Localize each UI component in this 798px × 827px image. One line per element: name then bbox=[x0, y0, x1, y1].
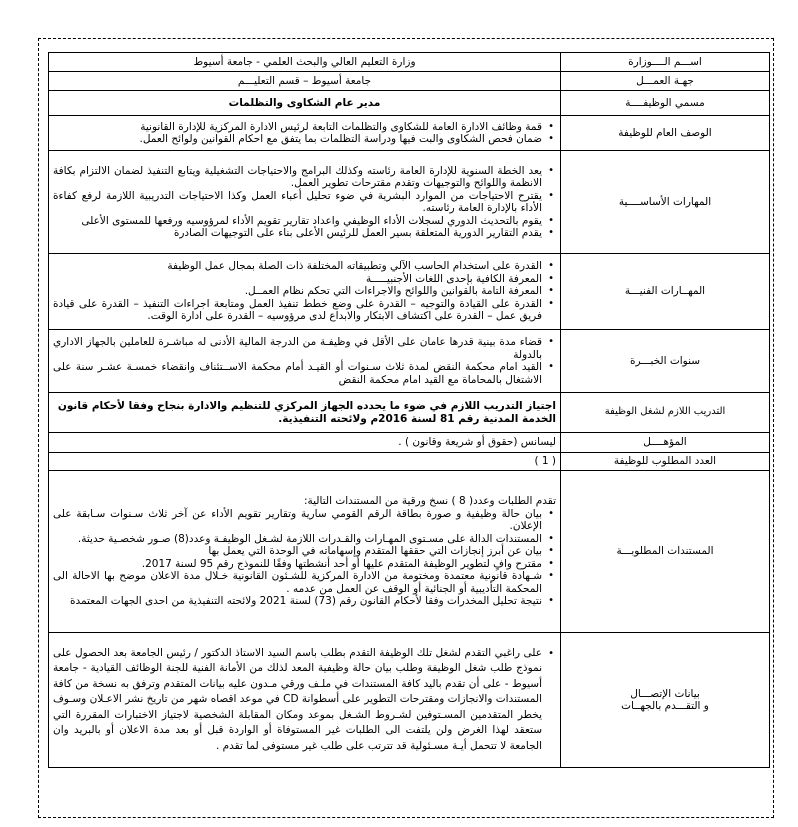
row-ministry bbox=[49, 53, 770, 72]
row-job-title bbox=[49, 91, 770, 116]
documents-label: المستندات المطلوبـــة bbox=[561, 471, 770, 633]
row-documents bbox=[49, 471, 770, 633]
row-description bbox=[49, 116, 770, 151]
row-contact bbox=[49, 633, 770, 768]
row-basic-skills bbox=[49, 151, 770, 254]
list-item: • بيان عن أبرز إنجازات التي حققها المتقدم وإسهاماته في الوحدة التي يعمل بها bbox=[53, 545, 542, 558]
row-workplace bbox=[49, 72, 770, 91]
count-value: ( 1 ) bbox=[49, 453, 561, 471]
contact-label: بيانات الإتصـــال و التقـــدم بالجهــات bbox=[561, 633, 770, 768]
list-item: • ضمان فحص الشكاوى والبت فيها ودراسة التظلمات بما يتفق مع احكام القوانين ولوائح العمل. bbox=[53, 133, 542, 146]
row-count bbox=[49, 453, 770, 471]
list-item: • يقترح الاحتياجات من الموارد البشرية في ضوء تحليل أعباء العمل وكذا الاحتياجات التدريبية اللازمة لرفع كفاءة الأداء بالإدارة العامة رئاسته. bbox=[53, 190, 542, 215]
ministry-value: وزارة التعليم العالي والبحث العلمي - جامعة أسيوط bbox=[49, 53, 561, 72]
list-item: • شـهادة قانونية معتمدة ومختومة من الادارة المركزية للشـئون القانونية خـلال مدة الاعلان موضح بها الاحالة الى المحكمة التأديبية أو الجنائية أو الوقف عن العمل من عدمه . bbox=[53, 570, 542, 595]
documents-intro: تقدم الطلبات وعدد( 8 ) نسخ ورقية من المستندات التالية: bbox=[303, 495, 556, 508]
job-announcement-table bbox=[48, 52, 770, 768]
list-item: • قضاء مدة بينية قدرها عامان على الأقل في وظيفـة من الدرجة المالية الأدنى له مباشـرة للعاملين بالجهاز الاداري بالدولة bbox=[53, 336, 542, 361]
list-item: • مقترح وافٍ لتطوير الوظيفة المتقدم عليها أو أحد أنشطتها وفقًا للنموذج رقم 95 لسنة 2017. bbox=[53, 558, 542, 571]
job-title-label: مسمي الوظيفــــة bbox=[561, 91, 770, 116]
experience-value bbox=[49, 330, 561, 393]
list-item: • يقوم بالتحديث الدوري لسجلات الأداء الوظيفي واعداد تقارير تقويم الأداء لمرؤوسيه ورفعها للمستوى الأعلى bbox=[53, 215, 542, 228]
list-item: • المستندات الدالة على مسـتوى المهـارات والقـدرات اللازمة لشـغل الوظيفـة وعدد(8) صـور شخصـية حديثة. bbox=[53, 533, 542, 546]
documents-value bbox=[49, 471, 561, 633]
list-item: • على راغبي التقدم لشغل تلك الوظيفة التقدم بطلب باسم السيد الاستاذ الدكتور / رئيس الجامعة بعد الحصول على نموذج طلب شغل الوظيفة وطلب بيان حالة وظيفية المعد لذلك من الأمانة الفنية للجنة الوظائف القيادية - جامعة أسيوط - على أن تقدم باليد كافة المستندات في ملـف ورقي مـدون عليه بيانات المتقدم وترفق به نسخة من كافة المستندات والانجازات ومقترحات التطوير على أسطوانة CD في موعد اقصاه شهر من تاريخ نشر الاعـلان وسـوف يخطر المتقدمين المسـتوفين لشـروط الشـغل بموعد ومكان المقابلة الشخصية لاجتياز الاختبارات المقررة التي ستعقد لهذا الغرض ولن يلتفت الى الطلبات غير المستوفاة أو الواردة قبل أو بعد مدة الاعلان أو بالبريد وان الجامعة لا تتحمل أيـة مسـئولية قد تترتب على طلب غير مستوفى لما تقدم . bbox=[53, 646, 542, 755]
list-item: • بيان حالة وظيفية و صورة بطاقة الرقم القومي سارية وتقارير تقويم الأداء عن آخر ثلاث سـنوات سـابقة على الإعلان. bbox=[53, 508, 542, 533]
list-item: • يقدم التقارير الدورية المتعلقة بسير العمل للرئيس الأعلى بناء على التوجيهات الصادرة bbox=[53, 227, 542, 240]
row-qualification bbox=[49, 433, 770, 453]
list-item: • المعرفة التامة بالقوانين واللوائح والاجراءات التي تحكم نظام العمــل. bbox=[53, 285, 542, 298]
list-item: • القدرة على استخدام الحاسب الآلي وتطبيقاته المختلفة ذات الصلة بمجال عمل الوظيفة bbox=[53, 260, 542, 273]
basic-skills-value bbox=[49, 151, 561, 254]
ministry-label: اســـم الــــوزارة bbox=[561, 53, 770, 72]
row-training bbox=[49, 393, 770, 433]
training-label: التدريب اللازم لشغل الوظيفة bbox=[561, 393, 770, 433]
description-value bbox=[49, 116, 561, 151]
list-item: • نتيجة تحليل المخدرات وفقا لأحكام القانون رقم (73) لسنة 2021 ولائحته التنفيذية من احدى الجهات المعتمدة bbox=[53, 595, 542, 608]
contact-value bbox=[49, 633, 561, 768]
count-label: العدد المطلوب للوظيفة bbox=[561, 453, 770, 471]
workplace-label: جهـة العمـــل bbox=[561, 72, 770, 91]
qualification-label: المؤهــــل bbox=[561, 433, 770, 453]
technical-skills-value bbox=[49, 254, 561, 330]
list-item: • المعرفة الكافية بإحدى اللغات الأجنبيـــــة bbox=[53, 273, 542, 286]
description-label: الوصف العام للوظيفة bbox=[561, 116, 770, 151]
row-experience bbox=[49, 330, 770, 393]
technical-skills-label: المهــارات الفنيـــة bbox=[561, 254, 770, 330]
workplace-value: جامعة أسيوط – قسم التعليـــم bbox=[49, 72, 561, 91]
qualification-value: ليسانس (حقوق أو شريعة وقانون ) . bbox=[49, 433, 561, 453]
list-item: • القدرة على القيادة والتوجيه – القدرة على وضع خطط تنفيذ العمل ومتابعة اجراءات التنفيذ – القدرة على قيادة فريق عمل – القدرة على اكتشاف الابتكار والابداع لدى مرؤوسيه – القدرة على ادارة الوقت. bbox=[53, 298, 542, 323]
list-item: • القيد امام محكمة النقض لمدة ثلاث سـنوات أو القيـد أمام محكمة الاســتئناف وانقضاء خمسـة عشـر سنة على الاشتغال بالمحاماة مع القيد امام محكمة النقض bbox=[53, 361, 542, 386]
training-value: اجتياز التدريب اللازم في ضوء ما يحدده الجهاز المركزي للتنظيم والادارة بنجاح وفقا لأحكام قانون الخدمة المدنية رقم 81 لسنة 2016م ولائحته التنفيذية. bbox=[49, 393, 561, 433]
job-title-value: مدير عام الشكاوى والتظلمات bbox=[49, 91, 561, 116]
list-item: • قمة وظائف الادارة العامة للشكاوى والتظلمات التابعة لرئيس الادارة المركزية للإدارة القانونية bbox=[53, 121, 542, 134]
experience-label: سنوات الخبـــرة bbox=[561, 330, 770, 393]
basic-skills-label: المهارات الأساســــية bbox=[561, 151, 770, 254]
row-technical-skills bbox=[49, 254, 770, 330]
list-item: • يعد الخطة السنوية للإدارة العامة رئاسته وكذلك البرامج والاحتياجات التشغيلية ويتابع التنفيذ لضمان الالتزام بكافة الانظمة واللوائح والتوجيهات وتقدم مقترحات تطوير العمل. bbox=[53, 165, 542, 190]
